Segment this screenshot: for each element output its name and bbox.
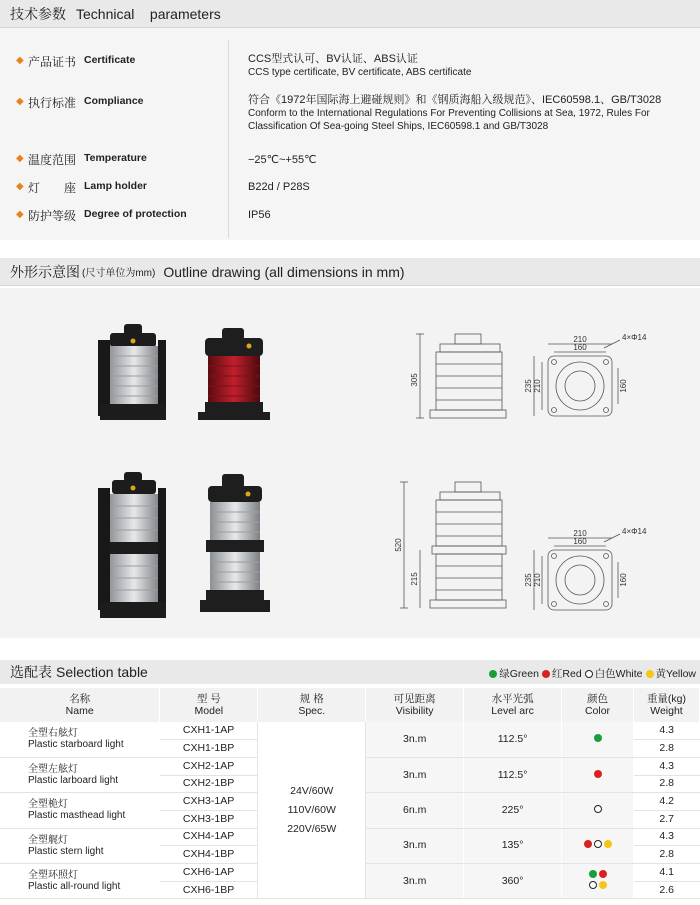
visibility-cell: 6n.m [366,793,464,828]
lamp-photo-double-clear-2 [200,474,270,612]
diamond-bullet-icon: ◆ [16,181,24,192]
color-cell [562,757,634,792]
spec-value: 220V/65W [287,822,337,835]
weight-cell: 2.8 [633,775,699,793]
diamond-bullet-icon: ◆ [16,55,24,66]
weight-cell: 4.3 [633,722,699,740]
white-dot-icon [594,840,602,848]
yellow-dot-icon [604,840,612,848]
color-cell [562,828,634,863]
param-value-zh: 符合《1972年国际海上避碰规则》和《钢质海船入级规范》、IEC60598.1、GB/T3028 [248,94,662,106]
weight-cell: 2.6 [633,881,699,899]
color-cell [562,793,634,828]
product-name: 全塑环照灯 Plastic all-round light [0,864,160,899]
lamp-photo-single-red [198,328,270,420]
model-cell: CXH1-1BP [160,740,258,758]
param-value [248,209,271,222]
drawing-double-side [400,482,506,608]
model-cell: CXH6-1AP [160,864,258,882]
color-cell [562,864,634,899]
table-header-row [0,688,700,722]
visibility-cell: 3n.m [366,828,464,863]
weight-cell: 4.1 [633,864,699,882]
yellow-dot-icon [599,881,607,889]
arc-cell: 135° [464,828,562,863]
dim-double-holes: 4×Φ14 [622,527,647,536]
dim-single-side2: 210 [533,379,542,393]
dim-double-side3: 160 [619,573,628,587]
section-title-unit: (尺寸单位为mm) [82,268,156,279]
table-row [0,722,700,740]
param-value-zh: IP56 [248,209,271,221]
col-weight: 重量(kg) Weight [633,688,699,722]
weight-cell: 2.7 [633,810,699,828]
red-dot-icon [594,770,602,778]
param-value-en: CCS type certificate, BV certificate, ABS certificate [248,67,472,78]
col-color: 颜色 Color [562,688,634,722]
dim-single-side3: 160 [619,379,628,393]
product-name: 全塑桅灯 Plastic masthead light [0,793,160,828]
green-dot-icon [594,734,602,742]
dim-double-w2: 160 [573,537,587,546]
model-cell: CXH3-1BP [160,810,258,828]
diamond-bullet-icon: ◆ [16,96,24,107]
param-label-en: Temperature [84,152,147,164]
param-label-en: Lamp holder [84,180,148,192]
yellow-dot-icon [646,670,654,678]
dim-double-side2: 210 [533,573,542,587]
arc-cell: 225° [464,793,562,828]
red-dot-icon [599,870,607,878]
param-label-en: Compliance [84,95,144,107]
col-model: 型 号 Model [160,688,258,722]
arc-cell: 112.5° [464,757,562,792]
red-dot-icon [542,670,550,678]
selection-table [0,688,700,899]
dim-double-height: 520 [394,538,403,552]
section-title-zh: 外形示意图 [10,263,80,280]
diamond-bullet-icon: ◆ [16,153,24,164]
dim-single-w1: 210 [573,335,587,344]
model-cell: CXH4-1AP [160,828,258,846]
param-value-en-2: Classification Of Sea-going Steel Ships, IEC60598.1 and GB/T3028 [248,121,549,132]
white-dot-icon [594,805,602,813]
green-dot-icon [589,870,597,878]
dim-single-height: 305 [410,373,419,387]
drawing-single-side [416,334,506,418]
legend-yellow [646,666,696,681]
param-label-zh: 执行标准 [28,96,77,110]
param-value [248,53,471,79]
legend-white [585,666,643,681]
param-value-zh: B22d / P28S [248,181,310,193]
color-legend [489,666,696,681]
arc-cell: 360° [464,864,562,899]
diamond-bullet-icon: ◆ [16,209,24,220]
lamp-photo-double-clear [98,472,166,618]
param-label-zh: 灯 座 [28,181,77,195]
spec-cell [258,722,366,899]
color-cell [562,722,634,757]
green-dot-icon [489,670,497,678]
legend-label: 绿Green [499,668,539,680]
col-name: 名称 Name [0,688,160,722]
weight-cell: 4.3 [633,757,699,775]
param-label-en: Degree of protection [84,208,187,220]
legend-green [489,666,539,681]
param-label-zh: 温度范围 [28,153,77,167]
param-value-zh: −25℃~+55℃ [248,154,317,166]
product-name: 全塑左舷灯 Plastic larboard light [0,757,160,792]
col-arc: 水平光弧 Level arc [464,688,562,722]
model-cell: CXH2-1AP [160,757,258,775]
section-title-en: Outline drawing (all dimensions in mm) [163,263,405,280]
dim-double-mid: 215 [410,572,419,586]
outline-drawing-header [0,258,700,286]
param-label-zh: 产品证书 [28,55,77,69]
spec-value: 110V/60W [287,803,336,816]
param-value-en: Conform to the International Regulations For Preventing Collisions at Sea, 1972, Rules For [248,108,650,119]
red-dot-icon [584,840,592,848]
model-cell: CXH2-1BP [160,775,258,793]
legend-label: 白色White [594,668,643,680]
legend-label: 红Red [551,668,582,680]
dim-single-w2: 160 [573,343,587,352]
white-dot-icon [585,670,593,678]
weight-cell: 4.3 [633,828,699,846]
model-cell: CXH6-1BP [160,881,258,899]
model-cell: CXH3-1AP [160,793,258,811]
weight-cell: 2.8 [633,846,699,864]
model-cell: CXH4-1BP [160,846,258,864]
param-value [248,181,310,194]
param-value-zh: CCS型式认可、BV认证、ABS认证 [248,53,418,65]
param-label-en: Certificate [84,54,136,66]
param-label-zh: 防护等级 [28,209,77,223]
product-name: 全塑右舷灯 Plastic starboard light [0,722,160,757]
spec-value: 24V/60W [290,784,334,797]
parameters-divider [228,40,229,238]
technical-parameters-header [0,0,700,28]
arc-cell: 112.5° [464,722,562,757]
visibility-cell: 3n.m [366,757,464,792]
section-title-zh: 技术参数 [10,5,66,22]
legend-label: 黄Yellow [655,668,696,680]
legend-red [542,666,582,681]
param-value [248,94,688,133]
section-title-en: Selection table [56,664,148,680]
param-value [248,154,316,167]
white-dot-icon [589,881,597,889]
weight-cell: 4.2 [633,793,699,811]
dim-single-holes: 4×Φ14 [622,333,647,342]
section-title-en: Technical parameters [76,5,221,22]
dim-double-w1: 210 [573,529,587,538]
col-visibility: 可见距离 Visibility [366,688,464,722]
dim-single-side: 235 [524,379,533,393]
visibility-cell: 3n.m [366,864,464,899]
weight-cell: 2.8 [633,740,699,758]
model-cell: CXH1-1AP [160,722,258,740]
product-name: 全塑艉灯 Plastic stern light [0,828,160,863]
outline-illustrations [0,288,700,638]
section-title-zh: 选配表 [10,664,52,680]
visibility-cell: 3n.m [366,722,464,757]
lamp-photo-single-clear [98,324,166,420]
dim-double-side: 235 [524,573,533,587]
col-spec: 规 格 Spec. [258,688,366,722]
